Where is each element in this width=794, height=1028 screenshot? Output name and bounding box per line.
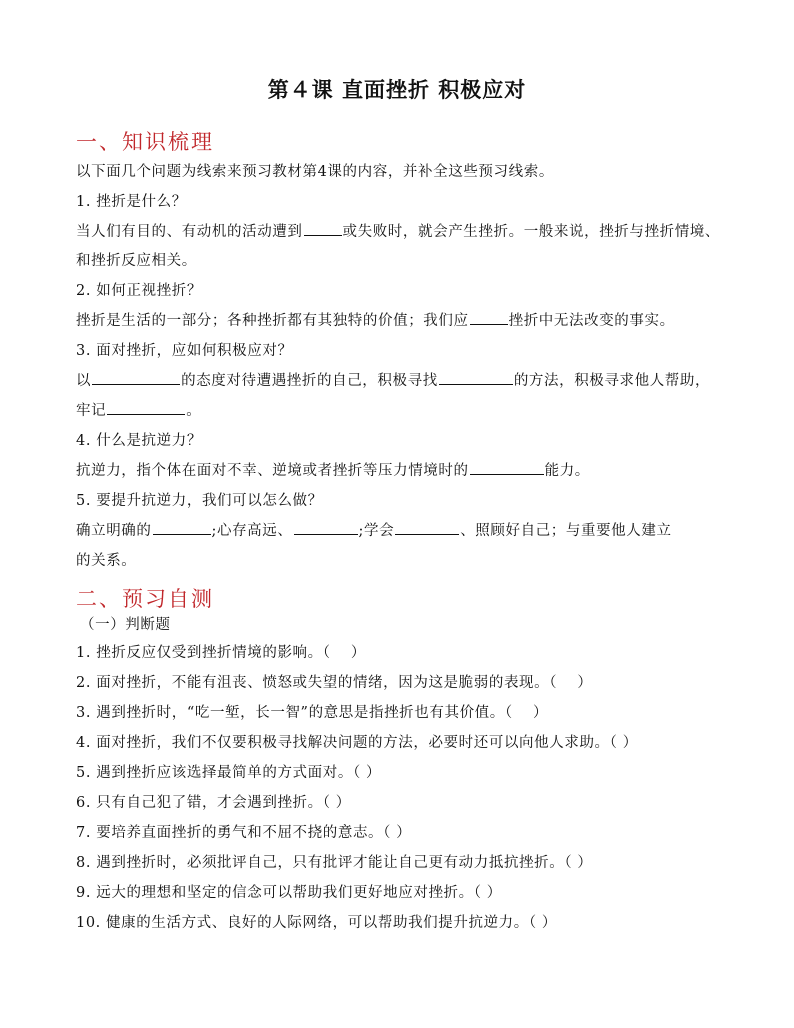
answer-3-line-1: [76, 369, 710, 390]
judgement-item[interactable]: 7. 要培养直面挫折的勇气和不屈不挠的意志。（ ）: [76, 825, 412, 841]
lesson-title: 第４课 直面挫折 积极应对: [267, 78, 527, 102]
judgement-item[interactable]: 4. 面对挫折，我们不仅要积极寻找解决问题的方法，必要时还可以向他人求助。（ ）: [76, 735, 638, 751]
answer-4: [76, 459, 590, 480]
answer-5-text-c: ;学会: [358, 523, 395, 539]
answer-3-text-e: 。: [186, 403, 202, 419]
question-1: 1. 挫折是什么？: [76, 194, 187, 210]
answer-3-text-a: 以: [76, 373, 92, 389]
fill-blank[interactable]: [470, 310, 508, 325]
judgement-item[interactable]: 2. 面对挫折，不能有沮丧、愤怒或失望的情绪，因为这是脆弱的表现。（ ）: [76, 675, 593, 691]
fill-blank[interactable]: [153, 520, 211, 535]
judgement-item[interactable]: 9. 远大的理想和坚定的信念可以帮助我们更好地应对挫折。（ ）: [76, 885, 502, 901]
judgement-item[interactable]: 8. 遇到挫折时，必须批评自己，只有批评才能让自己更有动力抵抗挫折。（ ）: [76, 855, 593, 871]
answer-5-line-2: 的关系。: [76, 553, 137, 569]
answer-2: [76, 309, 675, 330]
answer-1-line-2: 和挫折反应相关。: [76, 253, 197, 269]
answer-3-text-b: 的态度对待遭遇挫折的自己，积极寻找: [181, 373, 438, 389]
section-heading-knowledge: 一、知识梳理: [76, 130, 214, 154]
question-2: 2. 如何正视挫折？: [76, 283, 202, 299]
fill-blank[interactable]: [395, 520, 459, 535]
section-heading-selftest: 二、预习自测: [76, 587, 214, 611]
subsection-judgement: （一）判断题: [80, 617, 171, 633]
answer-5-text-b: ;心存高远、: [211, 523, 293, 539]
answer-4-text-a: 抗逆力，指个体在面对不幸、逆境或者挫折等压力情境时的: [76, 463, 469, 479]
answer-1-text-b: 或失败时，就会产生挫折。一般来说，挫折与挫折情境、: [342, 224, 720, 240]
fill-blank[interactable]: [294, 520, 358, 535]
question-3: 3. 面对挫折，应如何积极应对？: [76, 343, 293, 359]
answer-3-line-2: [76, 399, 201, 420]
judgement-item[interactable]: 1. 挫折反应仅受到挫折情境的影响。（ ）: [76, 645, 367, 661]
answer-5-text-a: 确立明确的: [76, 523, 152, 539]
answer-1-text-a: 当人们有目的、有动机的活动遭到: [76, 224, 303, 240]
question-5: 5. 要提升抗逆力，我们可以怎么做？: [76, 493, 323, 509]
answer-1-line-1: [76, 220, 720, 241]
judgement-item[interactable]: 3. 遇到挫折时，“吃一堑，长一智”的意思是指挫折也有其价值。（ ）: [76, 705, 549, 721]
answer-3-text-c: 的方法，积极寻求他人帮助，: [513, 373, 711, 389]
judgement-item[interactable]: 5. 遇到挫折应该选择最简单的方式面对。（ ）: [76, 765, 382, 781]
question-4: 4. 什么是抗逆力？: [76, 433, 202, 449]
answer-4-text-b: 能力。: [544, 463, 590, 479]
judgement-item[interactable]: 6. 只有自己犯了错，才会遇到挫折。（ ）: [76, 795, 351, 811]
fill-blank[interactable]: [470, 460, 544, 475]
fill-blank[interactable]: [107, 400, 185, 415]
fill-blank[interactable]: [304, 221, 342, 236]
fill-blank[interactable]: [92, 370, 180, 385]
answer-5-text-d: 、照顾好自己；与重要他人建立: [460, 523, 672, 539]
answer-5-line-1: [76, 519, 672, 540]
answer-3-text-d: 牢记: [76, 403, 107, 419]
answer-2-text-b: 挫折中无法改变的事实。: [508, 313, 675, 329]
intro-text: 以下面几个问题为线索来预习教材第4课的内容，并补全这些预习线索。: [76, 164, 554, 180]
fill-blank[interactable]: [439, 370, 513, 385]
judgement-item[interactable]: 10. 健康的生活方式、良好的人际网络，可以帮助我们提升抗逆力。（ ）: [76, 915, 558, 931]
answer-2-text-a: 挫折是生活的一部分；各种挫折都有其独特的价值；我们应: [76, 313, 469, 329]
